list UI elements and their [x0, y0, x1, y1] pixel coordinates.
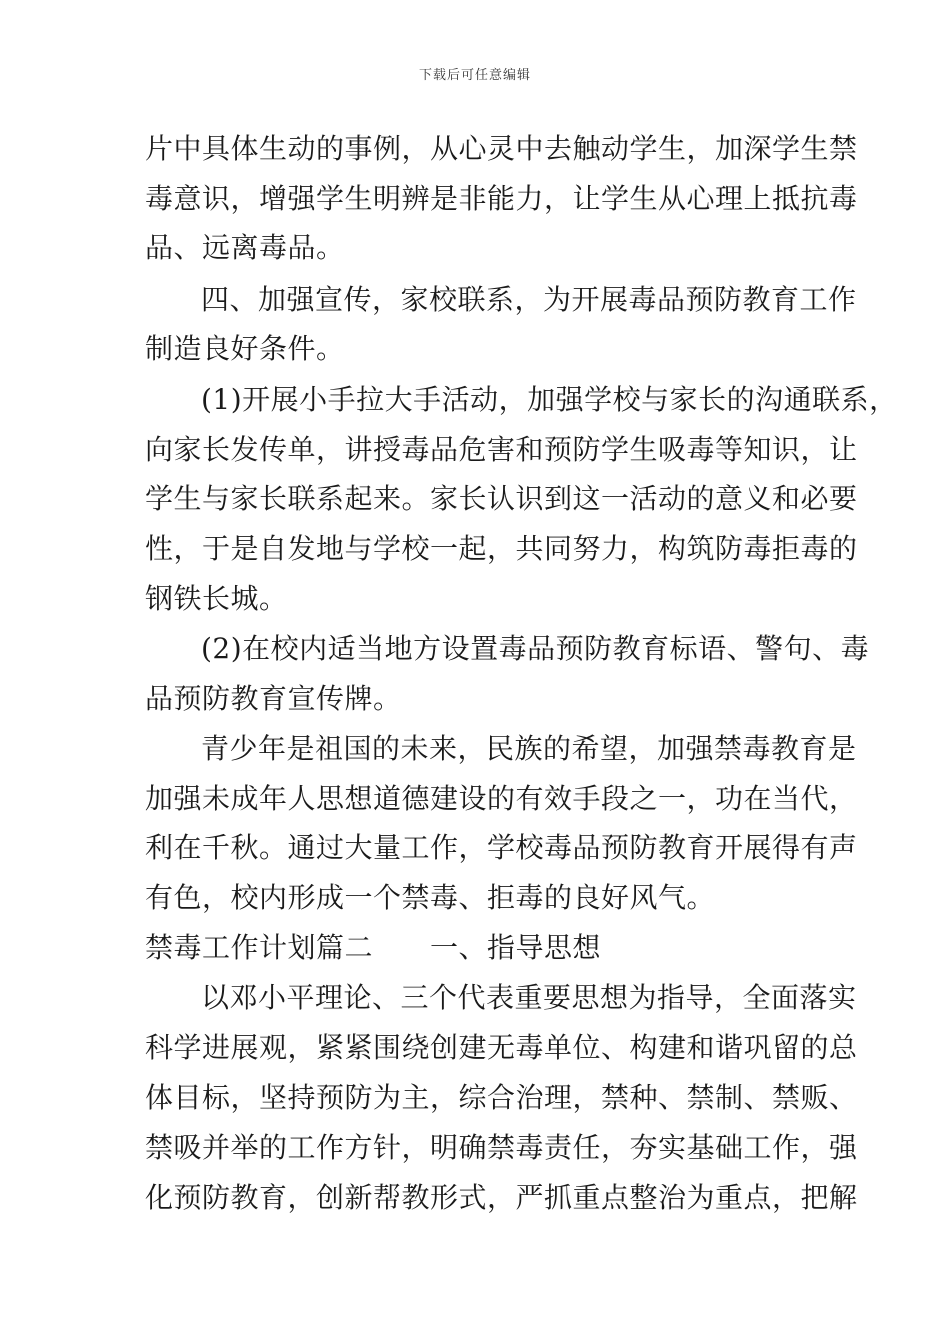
text-line: 学生与家长联系起来。家长认识到这一活动的意义和必要: [145, 482, 858, 515]
text-line: 性，于是自发地与学校一起，共同努力，构筑防毒拒毒的: [145, 532, 858, 565]
text-line: 毒意识，增强学生明辨是非能力，让学生从心理上抵抗毒: [145, 182, 858, 215]
text-line: 体目标，坚持预防为主，综合治理，禁种、禁制、禁贩、: [145, 1081, 858, 1114]
paragraph-start-line: (1)开展小手拉大手活动，加强学校与家长的沟通联系，: [201, 383, 898, 416]
paragraph-start-line: (2)在校内适当地方设置毒品预防教育标语、警句、毒: [201, 632, 870, 665]
text-line: 科学进展观，紧紧围绕创建无毒单位、构建和谐巩留的总: [145, 1031, 858, 1064]
page-header: 下载后可任意编辑: [418, 68, 531, 83]
text-line: 钢铁长城。: [145, 582, 288, 615]
text-line: 向家长发传单，讲授毒品危害和预防学生吸毒等知识，让: [145, 433, 858, 466]
section-heading: 禁毒工作计划篇二 一、指导思想: [145, 931, 602, 964]
text-line: 化预防教育，创新帮教形式，严抓重点整治为重点，把解: [145, 1181, 858, 1214]
text-line: 品预防教育宣传牌。: [145, 682, 402, 715]
text-line: 禁吸并举的工作方针，明确禁毒责任，夯实基础工作，强: [145, 1131, 858, 1164]
paragraph-start-line: 以邓小平理论、三个代表重要思想为指导，全面落实: [201, 981, 857, 1014]
text-line: 制造良好条件。: [145, 332, 345, 365]
text-line: 有色，校内形成一个禁毒、拒毒的良好风气。: [145, 881, 716, 914]
paragraph-start-line: 四、加强宣传，家校联系，为开展毒品预防教育工作: [201, 283, 857, 316]
text-line: 加强未成年人思想道德建设的有效手段之一，功在当代，: [145, 782, 858, 815]
paragraph-start-line: 青少年是祖国的未来，民族的希望，加强禁毒教育是: [201, 732, 857, 765]
text-line: 片中具体生动的事例，从心灵中去触动学生，加深学生禁: [145, 132, 858, 165]
text-line: 利在千秋。通过大量工作，学校毒品预防教育开展得有声: [145, 831, 858, 864]
text-line: 品、远离毒品。: [145, 231, 345, 264]
